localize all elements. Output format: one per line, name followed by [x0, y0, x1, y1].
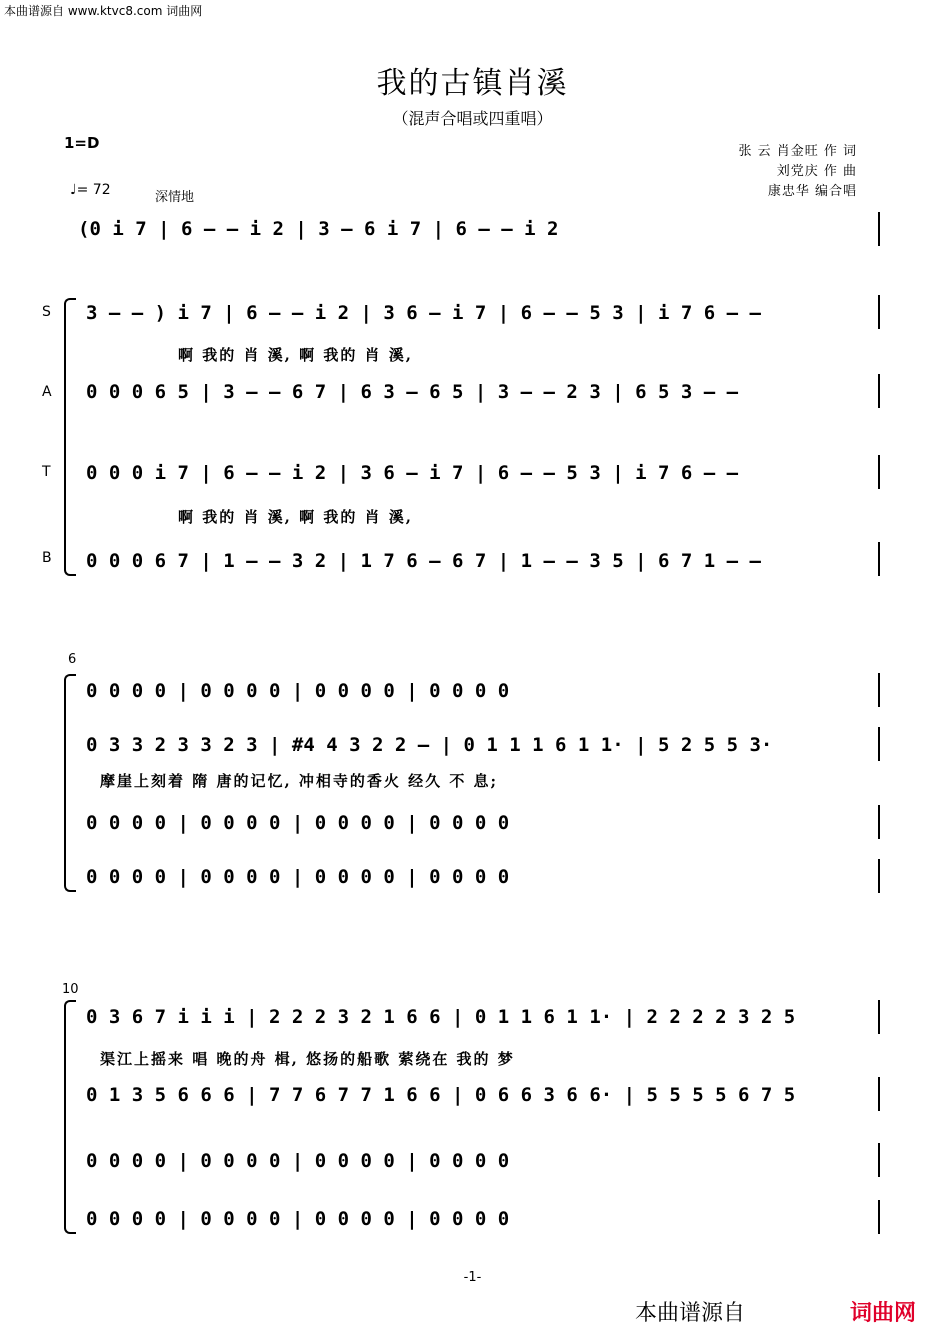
song-title: 我的古镇肖溪 [376, 66, 569, 101]
barline [878, 1200, 880, 1234]
credit-arrange: 康忠华 编合唱 [767, 184, 857, 199]
barline [878, 295, 880, 329]
s1-alto: 0 0 0 6 5 | 3 – – 6 7 | 6 3 – 6 5 | 3 – – 2 3 | 6 5 3 – – [86, 381, 739, 403]
s1-soprano: 3 – – ) i 7 | 6 – – i 2 | 3 6 – i 7 | 6 – – 5 3 | i 7 6 – – [86, 302, 761, 324]
intro-line: (0 i 7 | 6 – – i 2 | 3 – 6 i 7 | 6 – – i 2 [78, 218, 559, 240]
watermark-site: 词曲网 [850, 1301, 917, 1326]
s1-soprano-lyric: 啊 我的 肖 溪, 啊 我的 肖 溪, [178, 346, 414, 364]
barline [878, 1077, 880, 1111]
s2-alto-lyric: 摩崖上刻着 隋 唐的记忆, 冲相寺的香火 经久 不 息; [100, 772, 499, 790]
expression-mark: 深情地 [155, 190, 195, 205]
page-header: 本曲谱源自 www.ktvc8.com 词曲网 [4, 4, 203, 18]
measure-number: 6 [68, 652, 77, 667]
key-signature: 1=D [64, 134, 100, 152]
barline [878, 212, 880, 246]
s3-bass: 0 0 0 0 | 0 0 0 0 | 0 0 0 0 | 0 0 0 0 [86, 1208, 510, 1230]
song-subtitle: （混声合唱或四重唱） [392, 109, 553, 128]
s1-tenor: 0 0 0 i 7 | 6 – – i 2 | 3 6 – i 7 | 6 – – 5 3 | i 7 6 – – [86, 462, 739, 484]
credit-music: 刘党庆 作 曲 [776, 164, 857, 179]
system-brace [64, 674, 76, 892]
barline [878, 673, 880, 707]
tempo-mark: ♩= 72 [70, 182, 111, 198]
credit-lyrics: 张 云 肖金旺 作 词 [738, 144, 857, 159]
voice-label-s: S [42, 304, 51, 320]
barline [878, 805, 880, 839]
barline [878, 542, 880, 576]
measure-number: 10 [62, 982, 79, 997]
s3-soprano: 0 3 6 7 i i i | 2 2 2 3 2 1 6 6 | 0 1 1 6 1 1· | 2 2 2 2 3 2 5 [86, 1006, 796, 1028]
s3-alto: 0 1 3 5 6 6 6 | 7 7 6 7 7 1 6 6 | 0 6 6 3 6 6· | 5 5 5 5 6 7 5 [86, 1084, 796, 1106]
page-number: -1- [463, 1270, 482, 1285]
barline [878, 859, 880, 893]
s1-tenor-lyric: 啊 我的 肖 溪, 啊 我的 肖 溪, [178, 508, 414, 526]
s2-alto: 0 3 3 2 3 3 2 3 | #4 4 3 2 2 – | 0 1 1 1 6 1 1· | 5 2 5 5 3· [86, 734, 773, 756]
barline [878, 374, 880, 408]
watermark-source: 本曲谱源自 [635, 1301, 746, 1326]
system-brace [64, 298, 76, 576]
barline [878, 727, 880, 761]
s2-soprano: 0 0 0 0 | 0 0 0 0 | 0 0 0 0 | 0 0 0 0 [86, 680, 510, 702]
s3-tenor: 0 0 0 0 | 0 0 0 0 | 0 0 0 0 | 0 0 0 0 [86, 1150, 510, 1172]
s3-soprano-lyric: 渠江上摇来 唱 晚的舟 楫, 悠扬的船歌 萦绕在 我的 梦 [100, 1050, 515, 1068]
voice-label-a: A [42, 384, 52, 400]
s2-bass: 0 0 0 0 | 0 0 0 0 | 0 0 0 0 | 0 0 0 0 [86, 866, 510, 888]
system-brace [64, 1000, 76, 1234]
barline [878, 1000, 880, 1034]
barline [878, 455, 880, 489]
s2-tenor: 0 0 0 0 | 0 0 0 0 | 0 0 0 0 | 0 0 0 0 [86, 812, 510, 834]
voice-label-t: T [42, 464, 51, 480]
barline [878, 1143, 880, 1177]
voice-label-b: B [42, 550, 52, 566]
s1-bass: 0 0 0 6 7 | 1 – – 3 2 | 1 7 6 – 6 7 | 1 – – 3 5 | 6 7 1 – – [86, 550, 761, 572]
